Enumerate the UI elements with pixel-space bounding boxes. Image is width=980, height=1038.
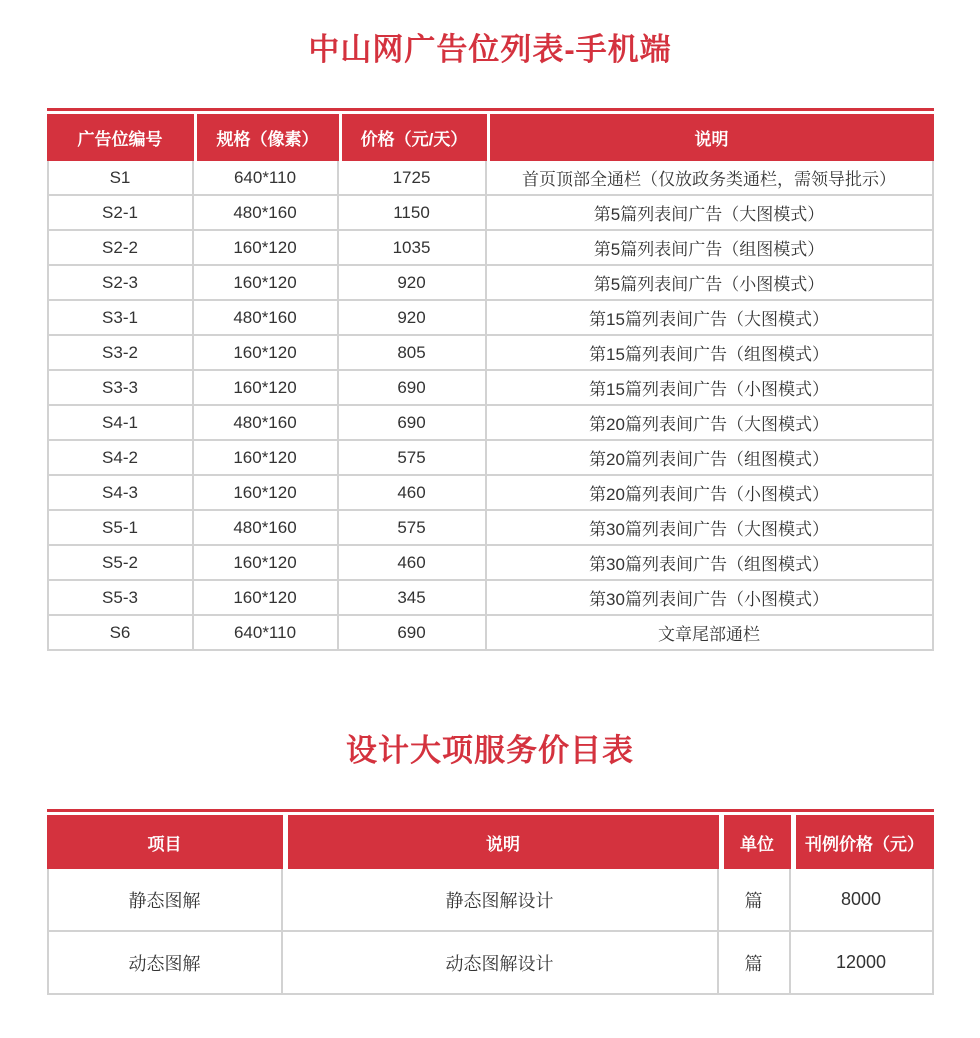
table-cell: 文章尾部通栏 — [487, 616, 934, 651]
column-header-1: 广告位编号 — [47, 111, 194, 161]
table-cell: 480*160 — [194, 406, 339, 441]
mobile-ad-list-title: 中山网广告位列表-手机端 — [308, 32, 672, 67]
table-cell: 160*120 — [194, 231, 339, 266]
table-cell: 第5篇列表间广告（组图模式） — [487, 231, 934, 266]
table-row — [47, 371, 934, 406]
mobile-ad-positions-table — [47, 108, 934, 651]
table-cell: S4-2 — [47, 441, 194, 476]
table-header — [47, 812, 934, 869]
table-cell: 第15篇列表间广告（大图模式） — [487, 301, 934, 336]
table-cell: 第30篇列表间广告（组图模式） — [487, 546, 934, 581]
table-row — [47, 546, 934, 581]
table-cell: S5-2 — [47, 546, 194, 581]
table-cell: 480*160 — [194, 301, 339, 336]
table-header-row — [47, 111, 934, 161]
table-cell: 第15篇列表间广告（组图模式） — [487, 336, 934, 371]
table-cell: 动态图解设计 — [283, 932, 719, 995]
table-cell: S3-3 — [47, 371, 194, 406]
table-cell: 920 — [339, 266, 487, 301]
table-cell: 160*120 — [194, 441, 339, 476]
column-header-3: 价格（元/天） — [339, 111, 487, 161]
table-cell: S3-1 — [47, 301, 194, 336]
table-cell: 篇 — [719, 869, 791, 932]
column-header-3: 单位 — [719, 812, 791, 869]
table-cell: S2-1 — [47, 196, 194, 231]
column-header-4: 刊例价格（元） — [791, 812, 934, 869]
table-row — [47, 231, 934, 266]
table-cell: 160*120 — [194, 371, 339, 406]
table-row — [47, 301, 934, 336]
table-row — [47, 266, 934, 301]
table-row — [47, 616, 934, 651]
table-cell: 静态图解 — [47, 869, 283, 932]
table-row — [47, 196, 934, 231]
table-cell: S3-2 — [47, 336, 194, 371]
design-price-list-title: 设计大项服务价目表 — [346, 733, 634, 768]
table-cell: 160*120 — [194, 581, 339, 616]
table-cell: 1035 — [339, 231, 487, 266]
table-cell: 第20篇列表间广告（小图模式） — [487, 476, 934, 511]
column-header-2: 规格（像素） — [194, 111, 339, 161]
column-header-1: 项目 — [47, 812, 283, 869]
column-header-2: 说明 — [283, 812, 719, 869]
table-cell: 575 — [339, 441, 487, 476]
table-cell: 静态图解设计 — [283, 869, 719, 932]
table-cell: 160*120 — [194, 336, 339, 371]
table-cell: 160*120 — [194, 266, 339, 301]
table-cell: 第5篇列表间广告（小图模式） — [487, 266, 934, 301]
table-cell: 1150 — [339, 196, 487, 231]
table-cell: S1 — [47, 161, 194, 196]
table-cell: 第20篇列表间广告（大图模式） — [487, 406, 934, 441]
table-header — [47, 111, 934, 161]
table-cell: 480*160 — [194, 196, 339, 231]
design-services-price-table — [47, 809, 934, 995]
table-row — [47, 476, 934, 511]
table-cell: 篇 — [719, 932, 791, 995]
table-cell: 8000 — [791, 869, 934, 932]
table-cell: 第30篇列表间广告（小图模式） — [487, 581, 934, 616]
table-row — [47, 336, 934, 371]
table-cell: 575 — [339, 511, 487, 546]
table-cell: 345 — [339, 581, 487, 616]
table-row — [47, 161, 934, 196]
table-cell: 160*120 — [194, 546, 339, 581]
table-cell: 480*160 — [194, 511, 339, 546]
table-row — [47, 511, 934, 546]
table-cell: 920 — [339, 301, 487, 336]
table-cell: S4-3 — [47, 476, 194, 511]
table-body — [47, 869, 934, 995]
table-cell: 640*110 — [194, 161, 339, 196]
table-cell: S4-1 — [47, 406, 194, 441]
table-row — [47, 869, 934, 932]
table-cell: 12000 — [791, 932, 934, 995]
table-cell: 690 — [339, 406, 487, 441]
table-cell: S2-3 — [47, 266, 194, 301]
table-row — [47, 406, 934, 441]
table-body — [47, 161, 934, 651]
table-cell: 首页顶部全通栏（仅放政务类通栏，需领导批示） — [487, 161, 934, 196]
table-cell: S5-1 — [47, 511, 194, 546]
table-cell: S6 — [47, 616, 194, 651]
table-header-row — [47, 812, 934, 869]
table-row — [47, 581, 934, 616]
table-cell: 460 — [339, 546, 487, 581]
table-cell: 第15篇列表间广告（小图模式） — [487, 371, 934, 406]
table-cell: 第30篇列表间广告（大图模式） — [487, 511, 934, 546]
table-cell: 动态图解 — [47, 932, 283, 995]
table-cell: 第20篇列表间广告（组图模式） — [487, 441, 934, 476]
table-cell: 805 — [339, 336, 487, 371]
table-cell: 第5篇列表间广告（大图模式） — [487, 196, 934, 231]
table-row — [47, 932, 934, 995]
table-cell: 1725 — [339, 161, 487, 196]
table-cell: 160*120 — [194, 476, 339, 511]
table-row — [47, 441, 934, 476]
table-cell: S5-3 — [47, 581, 194, 616]
table-cell: S2-2 — [47, 231, 194, 266]
column-header-4: 说明 — [487, 111, 934, 161]
table-cell: 460 — [339, 476, 487, 511]
table-cell: 690 — [339, 616, 487, 651]
table-cell: 690 — [339, 371, 487, 406]
table-cell: 640*110 — [194, 616, 339, 651]
